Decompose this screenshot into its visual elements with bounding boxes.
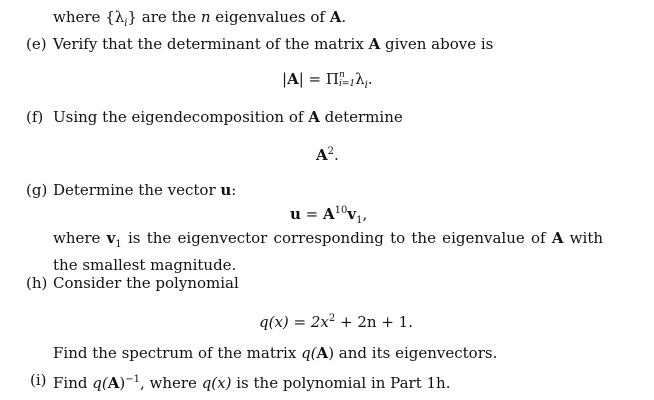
eq-g-v: v <box>347 205 357 223</box>
item-i-where: , where <box>139 374 202 392</box>
intro-n: n <box>200 8 211 26</box>
item-e-sentence-end: given above is <box>380 35 494 53</box>
item-g-colon: : <box>231 181 237 199</box>
eq-e-sup: n <box>338 70 345 80</box>
item-e-sentence: Verify that the determinant of the matrix <box>53 35 369 53</box>
item-f-label: (f) <box>26 108 44 126</box>
item-i-matrix: A <box>107 374 120 392</box>
para-g-v: v <box>106 229 116 247</box>
eq-e-lambda: λ <box>355 70 365 88</box>
eq-f-matrix: A <box>316 146 328 164</box>
item-g-label: (g) <box>26 181 48 199</box>
eq-e-matrix: A <box>287 70 299 88</box>
intro-text-b: } are the <box>127 8 201 26</box>
intro-line <box>53 7 346 34</box>
eq-h-exponent: 2 <box>328 313 336 324</box>
item-e-text <box>53 34 493 54</box>
item-i-find: Find <box>53 374 93 392</box>
eq-e-period: . <box>367 70 373 88</box>
eq-h-rest: + 2n + 1. <box>335 313 413 331</box>
para-g-v-sub: 1 <box>115 239 122 250</box>
para-g-body: is the eigenvector corresponding to the eigenvalue of <box>121 229 552 247</box>
eq-e-lambda-sub: i <box>364 80 368 91</box>
eq-f-exponent: 2 <box>327 146 335 157</box>
para-h-text: Find the spectrum of the matrix <box>53 344 302 362</box>
eq-g-equals: = <box>300 205 324 223</box>
eq-g-comma: , <box>362 205 368 223</box>
intro-text: where {λ <box>53 8 125 26</box>
item-i-qx: q(x) <box>201 374 232 392</box>
para-h-end: ) and its eigenvectors. <box>328 344 498 362</box>
intro-subscript: i <box>124 18 128 29</box>
eq-e-bar: | <box>282 70 288 88</box>
item-f-matrix: A <box>308 108 320 126</box>
item-g-text <box>53 180 236 200</box>
item-e-label: (e) <box>26 35 47 53</box>
intro-matrix-a: A <box>329 8 342 26</box>
intro-period: . <box>341 8 347 26</box>
para-g-where: where <box>53 229 107 247</box>
item-h-label: (h) <box>26 274 48 292</box>
eq-h-lhs: q(x) = 2x <box>259 313 329 331</box>
item-e-matrix: A <box>368 35 381 53</box>
para-h-q: q( <box>301 344 317 362</box>
item-g-sentence: Determine the vector <box>53 181 221 199</box>
item-f-sentence: Using the eigendecomposition of <box>53 108 309 126</box>
item-g-equation <box>290 201 367 231</box>
item-h-equation <box>259 309 413 332</box>
eq-g-matrix: A <box>323 205 335 223</box>
item-f-text <box>53 107 403 127</box>
item-i-label: (i) <box>30 371 47 389</box>
para-h-matrix: A <box>316 344 329 362</box>
item-i-q: q( <box>92 374 108 392</box>
item-i-paren: ) <box>119 374 126 392</box>
item-g-vector-u: u <box>220 181 232 199</box>
item-i-inverse: −1 <box>125 374 140 385</box>
para-g-end: with the smallest magnitude. <box>53 229 604 274</box>
eq-f-period: . <box>334 146 339 164</box>
para-g-matrix: A <box>551 229 564 247</box>
item-h-text: Consider the polynomial <box>53 274 239 292</box>
item-i-text <box>53 370 451 393</box>
eq-e-sub: i=1 <box>338 79 356 89</box>
item-g-paragraph <box>53 228 603 275</box>
item-f-equation <box>316 142 339 165</box>
eq-g-u: u <box>290 205 301 223</box>
intro-text-c: eigenvalues of <box>210 8 330 26</box>
item-e-equation <box>282 69 373 96</box>
eq-g-exponent: 10 <box>334 205 348 216</box>
eq-g-v-sub: 1 <box>356 215 363 226</box>
item-h-paragraph <box>53 343 497 363</box>
item-i-end: is the polynomial in Part 1h. <box>231 374 451 392</box>
item-f-sentence-end: determine <box>319 108 403 126</box>
eq-e-product: | = Π <box>298 70 339 88</box>
